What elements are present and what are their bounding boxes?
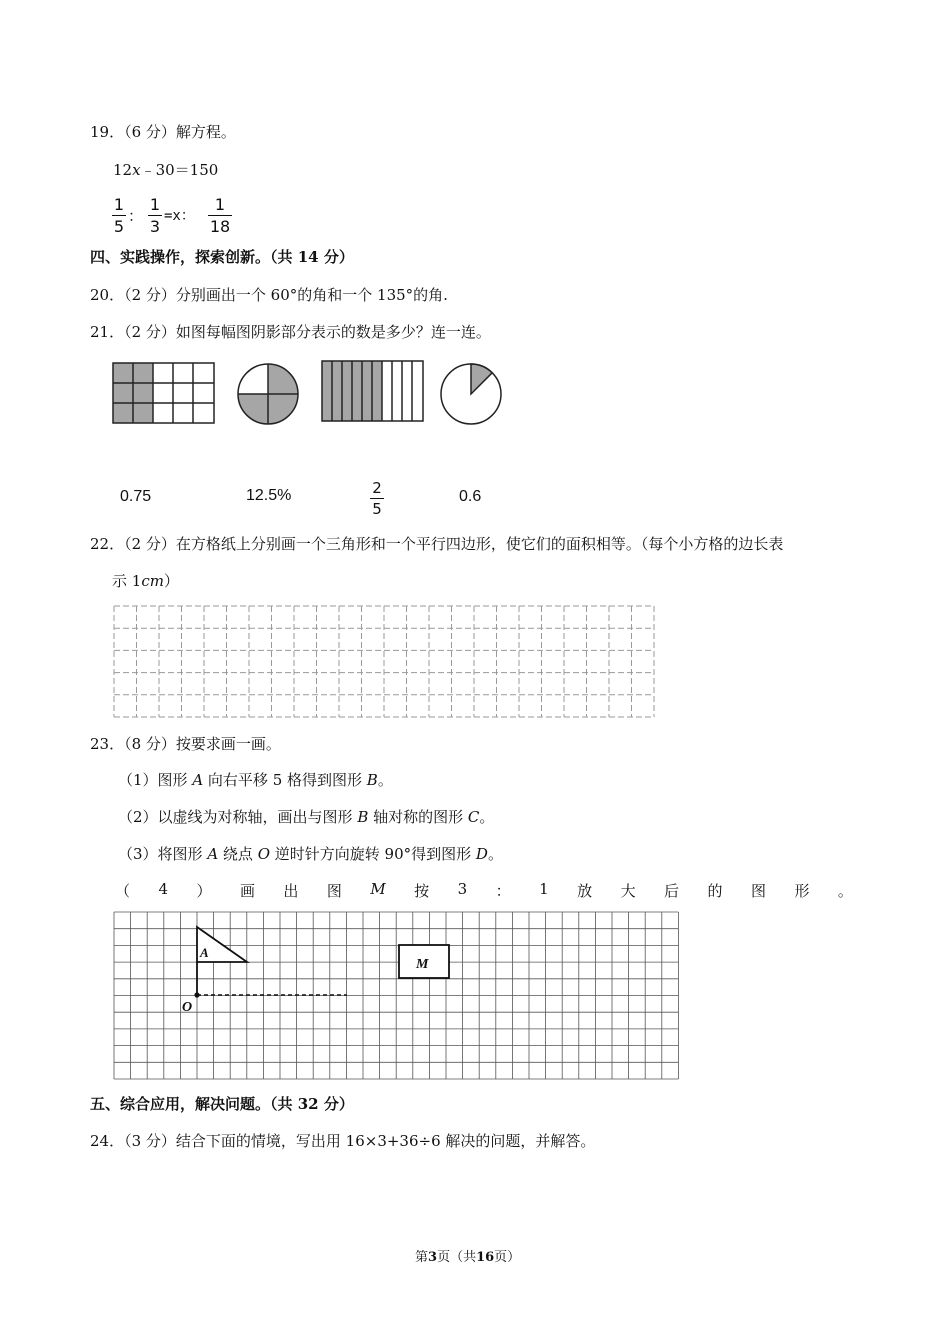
q23-item3-text: 。 bbox=[487, 845, 503, 863]
numerator: 1 bbox=[113, 195, 125, 214]
q23-item3-text: （3）将图形 bbox=[118, 845, 208, 863]
fraction-1-3 bbox=[148, 195, 162, 236]
sector-circle-figure bbox=[439, 362, 503, 426]
q23-item-4 bbox=[115, 880, 853, 901]
q22-text-line1: 22．（2 分）在方格纸上分别画一个三角形和一个平行四边形，使它们的面积相等。（每个小方格的边长表 bbox=[90, 535, 784, 553]
q23-item4-char: ） bbox=[196, 882, 212, 900]
q23-item4-char: 图 bbox=[326, 882, 342, 900]
q23-item1-text: 。 bbox=[377, 771, 393, 789]
footer-total-pages: 16 bbox=[476, 1250, 495, 1265]
q22-line2-part: 示 1 bbox=[112, 572, 142, 590]
eq1-part: 12 bbox=[113, 161, 133, 179]
fraction-1-18 bbox=[208, 195, 232, 236]
q23-item4-char: ： bbox=[495, 882, 511, 900]
q23-item3-var: A bbox=[207, 845, 219, 863]
footer-part: 页） bbox=[494, 1250, 521, 1265]
q23-item4-char: 按 bbox=[414, 882, 430, 900]
section-4-title: 四、实践操作，探索创新。（共 14 分） bbox=[90, 248, 354, 266]
quarter-circle-figure bbox=[236, 362, 300, 426]
q23-item3-text: 逆时针方向旋转 90°得到图形 bbox=[270, 845, 476, 863]
q22-text-line2 bbox=[112, 570, 179, 591]
shaded-grid-figure bbox=[112, 360, 218, 426]
page-footer bbox=[415, 1246, 520, 1265]
q22-unit: cm bbox=[141, 572, 164, 590]
q23-item-2 bbox=[118, 806, 494, 827]
q23-item1-var: A bbox=[192, 771, 204, 789]
q22-line2-part: ） bbox=[163, 572, 179, 590]
label-m: M bbox=[416, 957, 429, 972]
equals-x-colon: =x： bbox=[164, 208, 195, 224]
q23-item2-var: C bbox=[467, 808, 480, 826]
denominator: 5 bbox=[372, 500, 382, 518]
q20-text: 20．（2 分）分别画出一个 60°的角和一个 135°的角. bbox=[90, 286, 448, 304]
q23-item4-char: 大 bbox=[620, 882, 636, 900]
footer-part: 页（共 bbox=[437, 1250, 477, 1265]
fraction-1-5 bbox=[112, 195, 126, 236]
q23-item4-char: 图 bbox=[750, 882, 766, 900]
value-2-5-fraction bbox=[370, 479, 384, 518]
q23-item1-text: 向右平移 5 格得到图形 bbox=[203, 771, 367, 789]
q23-item3-var: O bbox=[257, 845, 271, 863]
eq1-part: ﹣30＝150 bbox=[140, 161, 219, 179]
q23-item-3 bbox=[118, 843, 503, 864]
q23-item4-char: 3 bbox=[457, 880, 468, 898]
q23-grid-figure[interactable] bbox=[112, 910, 688, 1084]
q23-item3-text: 绕点 bbox=[218, 845, 258, 863]
q23-item2-text: 轴对称的图形 bbox=[368, 808, 468, 826]
q23-item4-char: 。 bbox=[837, 882, 853, 900]
striped-rect-figure bbox=[320, 358, 426, 424]
q23-item2-text: （2）以虚线为对称轴，画出与图形 bbox=[118, 808, 358, 826]
q23-title: 23．（8 分）按要求画一画。 bbox=[90, 735, 281, 753]
denominator: 18 bbox=[209, 217, 231, 236]
q23-item4-char: 出 bbox=[283, 882, 299, 900]
q19-title: 19．（6 分）解方程。 bbox=[90, 123, 236, 141]
q23-item1-text: （1）图形 bbox=[118, 771, 193, 789]
footer-part: 第 bbox=[415, 1250, 429, 1265]
numerator: 1 bbox=[214, 195, 226, 214]
footer-page-number: 3 bbox=[428, 1250, 438, 1265]
q23-item4-char: 形 bbox=[794, 882, 810, 900]
q23-item1-var: B bbox=[366, 771, 378, 789]
q23-item4-char: 后 bbox=[664, 882, 680, 900]
numerator: 2 bbox=[372, 479, 382, 497]
q23-item4-var: M bbox=[370, 880, 386, 898]
label-a: A bbox=[200, 945, 209, 960]
q23-item-1 bbox=[118, 769, 393, 790]
value-12-5-percent: 12.5% bbox=[246, 487, 292, 504]
value-0-75: 0.75 bbox=[120, 488, 152, 505]
section-5-title: 五、综合应用，解决问题。（共 32 分） bbox=[90, 1095, 354, 1113]
colon: ： bbox=[128, 207, 144, 225]
dashed-grid-paper[interactable] bbox=[112, 604, 662, 720]
q23-item2-var: B bbox=[357, 808, 369, 826]
q19-equation-1 bbox=[113, 159, 218, 180]
denominator: 5 bbox=[113, 217, 125, 236]
value-0-6: 0.6 bbox=[459, 488, 482, 505]
q21-title: 21．（2 分）如图每幅图阴影部分表示的数是多少？连一连。 bbox=[90, 323, 491, 341]
q23-item4-char: 的 bbox=[707, 882, 723, 900]
q24-text: 24．（3 分）结合下面的情境，写出用 16×3+36÷6 解决的问题，并解答。 bbox=[90, 1132, 596, 1150]
q23-item4-char: （ bbox=[115, 882, 131, 900]
q23-item4-char: 1 bbox=[539, 880, 549, 898]
q23-item2-text: 。 bbox=[479, 808, 495, 826]
point-o bbox=[194, 992, 199, 997]
q23-item3-var: D bbox=[475, 845, 488, 863]
q23-item4-char: 放 bbox=[577, 882, 593, 900]
q23-item4-char: 画 bbox=[239, 882, 255, 900]
denominator: 3 bbox=[149, 217, 161, 236]
q23-item4-char: 4 bbox=[158, 880, 169, 898]
numerator: 1 bbox=[149, 195, 161, 214]
eq1-variable: x bbox=[132, 161, 141, 179]
label-o: O bbox=[182, 1000, 193, 1015]
